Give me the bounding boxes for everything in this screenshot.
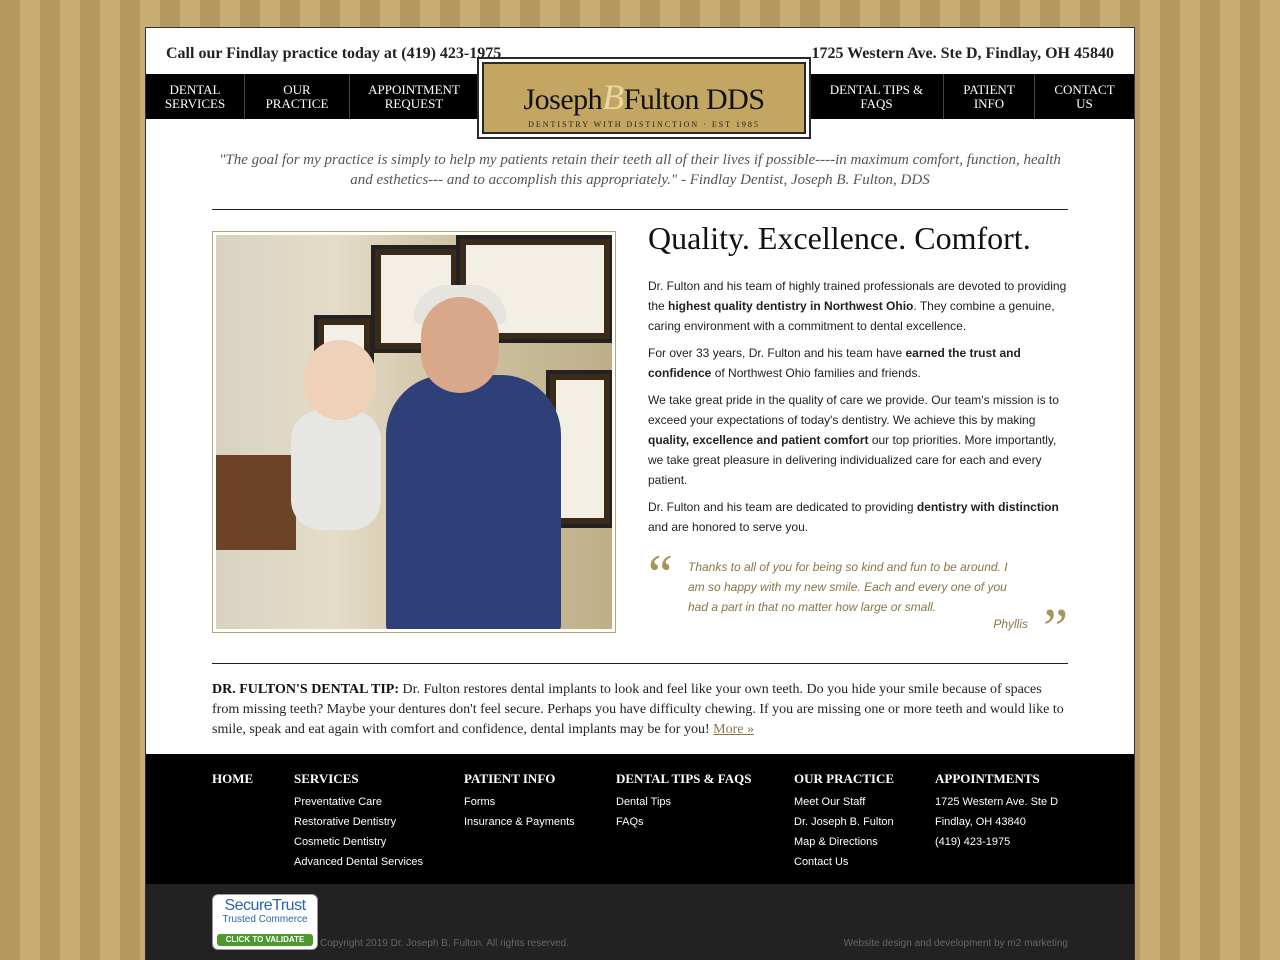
- close-quote-icon: ”: [1043, 598, 1068, 660]
- nav-label: PATIENT: [963, 81, 1015, 97]
- intro-paragraph: [648, 276, 1068, 336]
- testimonial-author: Phyllis: [993, 617, 1028, 631]
- intro-paragraph: [648, 497, 1068, 537]
- dentist-figure: [386, 375, 561, 629]
- page: [146, 28, 1134, 960]
- nav-label: OUR: [283, 81, 311, 97]
- nav-label: PRACTICE: [265, 95, 329, 111]
- nav-contact-us[interactable]: [1035, 74, 1134, 119]
- nav-label: INFO: [973, 95, 1005, 111]
- call-practice-text: Call our Findlay practice today at (419) 423-1975: [166, 45, 502, 62]
- logo-wordmark: [484, 76, 804, 118]
- badge-subtitle: Trusted Commerce: [222, 914, 308, 925]
- practice-address: 1725 Western Ave. Ste D, Findlay, OH 45840: [811, 45, 1114, 62]
- badge-validate: CLICK TO VALIDATE: [217, 934, 313, 946]
- dental-tip: [212, 680, 1068, 740]
- footer-link-map-directions[interactable]: Map & Directions: [794, 836, 878, 848]
- footer-patient-heading[interactable]: PATIENT INFO: [464, 771, 556, 786]
- securetrust-badge[interactable]: [212, 894, 318, 950]
- logo-tagline: DENTISTRY WITH DISTINCTION · EST 1985: [528, 120, 760, 129]
- footer-practice-heading[interactable]: OUR PRACTICE: [794, 771, 895, 786]
- testimonial: [648, 544, 1068, 660]
- logo-first: Joseph: [523, 83, 603, 116]
- footer-practice-column: [794, 771, 894, 872]
- footer-link-dental-tips[interactable]: Dental Tips: [616, 796, 672, 808]
- footer-link-cosmetic-dentistry[interactable]: Cosmetic Dentistry: [294, 836, 387, 848]
- text-emphasis: dentistry with distinction: [916, 500, 1059, 514]
- footer-home-link[interactable]: HOME: [212, 771, 254, 786]
- intro-paragraph: [648, 390, 1068, 490]
- footer-address-line: 1725 Western Ave. Ste D: [935, 796, 1059, 808]
- text-run: . They combine a genuine, caring environment with a commitment to dental excellence.: [648, 299, 1055, 333]
- bottom-bar: [146, 884, 1134, 960]
- text-run: We take great pride in the quality of care we provide. Our team's mission is to exceed your expectations of today's dentistry. We achieve this by making: [648, 393, 1059, 427]
- nav-label: CONTACT: [1054, 81, 1115, 97]
- baby-head: [304, 340, 376, 420]
- footer-link-insurance-payments[interactable]: Insurance & Payments: [464, 816, 575, 828]
- dentist-head: [421, 297, 499, 393]
- footer-home-column: [212, 771, 253, 792]
- footer-tips-heading[interactable]: DENTAL TIPS & FAQS: [616, 771, 752, 786]
- nav-label: REQUEST: [384, 95, 444, 111]
- footer-tips-column: [616, 771, 751, 832]
- footer-link-faqs[interactable]: FAQs: [616, 816, 644, 828]
- baby-figure: [291, 410, 381, 530]
- footer-link-meet-staff[interactable]: Meet Our Staff: [794, 796, 866, 808]
- nav-dental-tips-faqs[interactable]: [810, 74, 944, 119]
- footer-services-column: [294, 771, 423, 872]
- footer-patient-column: [464, 771, 575, 832]
- divider: [212, 209, 1068, 210]
- divider: [212, 663, 1068, 664]
- cabinet: [216, 455, 296, 550]
- nav-our-practice[interactable]: [245, 74, 350, 119]
- footer-services-heading[interactable]: SERVICES: [294, 771, 359, 786]
- open-quote-icon: “: [648, 544, 673, 606]
- dental-tip-label: DR. FULTON'S DENTAL TIP:: [212, 682, 399, 697]
- footer-link-restorative-dentistry[interactable]: Restorative Dentistry: [294, 816, 397, 828]
- footer-phone-line: (419) 423-1975: [935, 836, 1011, 848]
- practice-quote: "The goal for my practice is simply to help my patients retain their teeth all of their lives if possible----in maximum comfort, function, health and esthetics--- and to accomplish this appropriately." - Findlay Dentist, Joseph B. Fulton, DDS: [219, 152, 1061, 188]
- text-run: Dr. Fulton and his team are dedicated to providing: [648, 500, 917, 514]
- section-heading: Quality. Excellence. Comfort.: [648, 220, 1031, 256]
- photo-image: [216, 235, 612, 629]
- badge-brand: SecureTrust: [224, 897, 306, 914]
- text-run: Dr. Fulton and his team of highly trained professionals are devoted to providing the: [648, 279, 1067, 313]
- dental-tip-text: Dr. Fulton restores dental implants to look and feel like your own teeth. Do you hide your smile because of spaces from missing teeth? Maybe your dentures don't feel secure. Perhaps you have difficulty chewing. If you are missing one or more teeth and would like to smile, speak and eat again with comfort and confidence, dental implants may be for you!: [212, 682, 1064, 737]
- footer-link-preventative-care[interactable]: Preventative Care: [294, 796, 383, 808]
- nav-label: FAQS: [860, 95, 893, 111]
- logo-last: Fulton DDS: [623, 83, 765, 116]
- text-emphasis: quality, excellence and patient comfort: [648, 433, 869, 447]
- intro-text: [648, 276, 1068, 544]
- footer-link-forms[interactable]: Forms: [464, 796, 496, 808]
- text-run: For over 33 years, Dr. Fulton and his team have: [648, 346, 906, 360]
- intro-paragraph: [648, 343, 1068, 383]
- testimonial-text: Thanks to all of you for being so kind and fun to be around. I am so happy with my new smile. Each and every one of you had a part in that no matter how large or small.: [688, 560, 1008, 614]
- nav-label: SERVICES: [164, 95, 226, 111]
- footer-city-line: Findlay, OH 43840: [935, 816, 1026, 828]
- logo-initial: B: [602, 77, 624, 117]
- footer-link-advanced-dental-services[interactable]: Advanced Dental Services: [294, 856, 424, 868]
- nav-label: US: [1076, 95, 1093, 111]
- footer: [146, 754, 1134, 884]
- site-logo[interactable]: [482, 62, 806, 134]
- design-credit-link[interactable]: Website design and development by m2 marketing: [843, 938, 1068, 949]
- text-run: of Northwest Ohio families and friends.: [711, 366, 921, 380]
- copyright-text: Copyright 2019 Dr. Joseph B. Fulton. All rights reserved.: [320, 938, 570, 949]
- text-emphasis: highest quality dentistry in Northwest Ohio: [668, 299, 914, 313]
- nav-label: DENTAL TIPS &: [829, 81, 924, 97]
- footer-appointments-column: [935, 771, 1058, 852]
- text-emphasis: earned the trust and confidence: [648, 346, 1021, 380]
- footer-link-contact-us[interactable]: Contact Us: [794, 856, 849, 868]
- text-run: our top priorities. More importantly, we take great pleasure in delivering individualized care for each and every patient.: [648, 433, 1057, 487]
- nav-label: APPOINTMENT: [368, 81, 460, 97]
- nav-label: DENTAL: [169, 81, 221, 97]
- nav-appointment-request[interactable]: [350, 74, 478, 119]
- doctor-photo: [212, 231, 616, 633]
- footer-appointments-heading[interactable]: APPOINTMENTS: [935, 771, 1040, 786]
- footer-link-dr-fulton[interactable]: Dr. Joseph B. Fulton: [794, 816, 894, 828]
- nav-dental-services[interactable]: [146, 74, 245, 119]
- more-link[interactable]: More »: [713, 722, 754, 737]
- text-run: and are honored to serve you.: [648, 520, 809, 534]
- nav-patient-info[interactable]: [944, 74, 1035, 119]
